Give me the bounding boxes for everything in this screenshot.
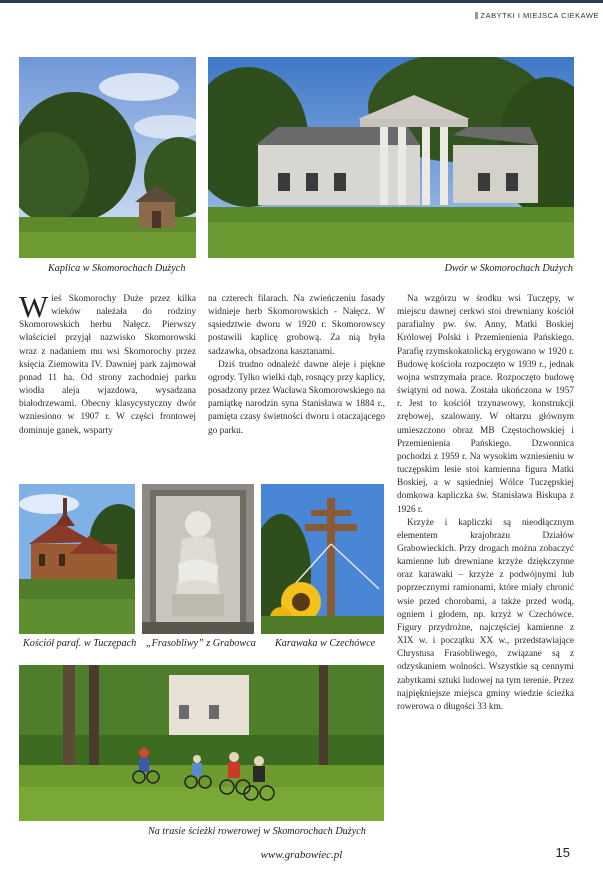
section-label-marker xyxy=(475,12,478,19)
photo-karawaka xyxy=(261,484,384,634)
paragraph-text: ieś Skomorochy Duże przez kilka wieków należała do rodziny Skomorowskich herbu Nałęcz. Pierwszy właściciel przyjął nazwisko Skomorowski wraz z nadaniem mu wsi Skomorochy przez księcia Ziemowita IV. Dawniej park zajmował ponad 11 ha. Od strony zachodniej parku wiodła aleja wjazdowa, wysadzana białodrzewami. Obecny klasycystyczny dwór wzniesiono w 1907 r. W części frontowej dominuje ganek, wsparty xyxy=(19,294,196,436)
paragraph: Krzyże i kapliczki są nieodłącznym elementem krajobrazu Działów Grabowieckich. Przy drogach można zobaczyć kamienne lub drewniane krzyże dziękczynne oraz karawaki – krzyże z podwójnymi lub poprzecznymi ramionami, które miały chronić wsie przed chorobami, a także przed wodą, ogniem i głodem, np. krzyż w Czechówce. Figury przydrożne, najczęściej kamienne z XIX w. i początku XX w., przedstawiające Chrystusa Frasobliwego, związane są z odzyskaniem wolności. Wszystkie są cennymi zabytkami sztuki ludowej na tym terenie. Przez najpiękniejsze miejsca gminy wiedzie ścieżka rowerowa o długości 33 km. xyxy=(397,517,574,712)
dropcap: W xyxy=(19,289,49,324)
photo-kosciol xyxy=(19,484,135,634)
caption-frasobliwy: „Frasobliwy” z Grabowca xyxy=(146,638,256,649)
photo-frasobliwy xyxy=(142,484,254,634)
article-column-2 xyxy=(208,293,385,438)
caption-kosciol: Kościół paraf. w Tuczępach xyxy=(23,638,137,649)
photo-dwor xyxy=(208,57,574,258)
paragraph: Na wzgórzu w środku wsi Tuczępy, w miejscu dawnej cerkwi stoi drewniany kościół parafialny pw. św. Anny, Matki Boskiej Królowej Polski i Przemienienia Pańskiego. Parafię rzymskokatolicką erygowano w 1920 r. Budowę kościoła rozpoczęto w 1939 r., jednak wojna wstrzymała prace. Rozpoczęto budowę świątyni od nowa. Została ukończona w 1957 r. Jest to kościół trzynawowy, konstrukcji zrębowej, szalowany. W ołtarzu głównym umieszczono obraz MB Częstochowskiej i Przemienienia Pańskiego. Dzwonnica pochodzi z 1959 r. Na wysokim wzniesieniu w tuczępskim lesie stoi kamienna figura Matki Boskiej, a w sąsiedniej Wólce Tuczępskiej domkowa kapliczka św. Stanisława Biskupa z 1926 r. xyxy=(397,294,574,515)
paragraph xyxy=(19,289,196,438)
page-number: 15 xyxy=(555,845,570,860)
caption-trasa: Na trasie ścieżki rowerowej w Skomorochach Dużych xyxy=(148,826,366,837)
article-column-3 xyxy=(397,293,574,714)
section-label-text: ZABYTKI I MIEJSCA CIEKAWE xyxy=(480,11,599,20)
paragraph: na czterech filarach. Na zwieńczeniu fasady widnieje herb Skomorowskich - Nałęcz. W sąsiedztwie dworu w 1920 r. Skomorowscy postawili kaplicę grobową. Za nią była sadzawka, obsadzona kasztanami. xyxy=(208,294,385,357)
paragraph: Dziś trudno odnaleźć dawne aleje i piękne ogrody. Tylko wielki dąb, rosnący przy kaplicy, posadzony przez Wacława Skomorowskiego na pamiątkę narodzin syna Stanisława w 1884 r., pamięta czasy świetności dworu i otaczającego go parku. xyxy=(208,359,385,436)
caption-dwor: Dwór w Skomorochach Dużych xyxy=(444,263,573,274)
caption-kaplica: Kaplica w Skomorochach Dużych xyxy=(48,263,186,274)
photo-kaplica xyxy=(19,57,196,258)
section-label xyxy=(475,9,600,22)
photo-trasa-rowerowa xyxy=(19,665,384,821)
footer-url[interactable]: www.grabowiec.pl xyxy=(260,849,343,861)
header-rule xyxy=(0,0,603,3)
caption-karawaka: Karawaka w Czechówce xyxy=(275,638,376,649)
article-column-1 xyxy=(19,289,196,438)
